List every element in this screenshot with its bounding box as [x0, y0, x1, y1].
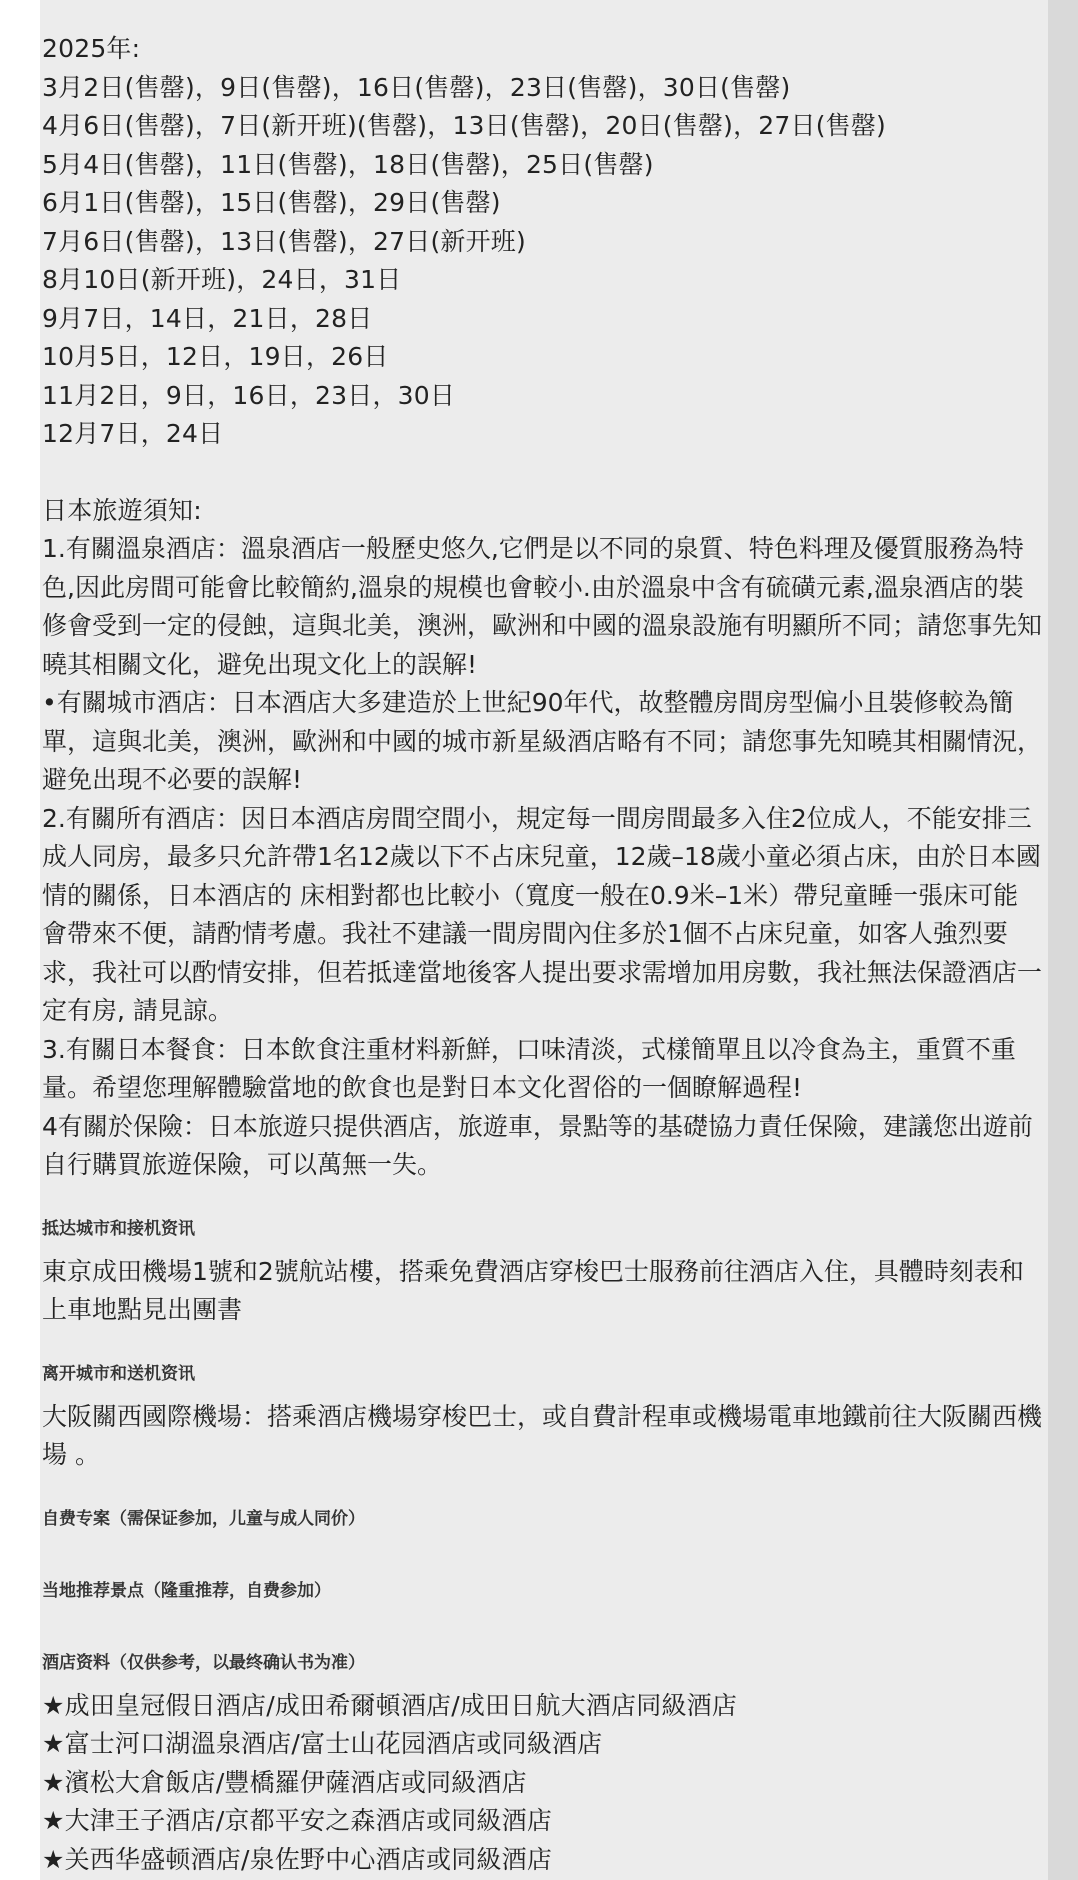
right-margin-strip: [1048, 0, 1078, 1880]
article-content: [42, 30, 1042, 1879]
notice-item: 1.有關溫泉酒店：溫泉酒店一般歷史悠久,它們是以不同的泉質、特色料理及優質服務為特色,因此房間可能會比較簡約,溫泉的規模也會較小.由於溫泉中含有硫磺元素,溫泉酒店的裝修會受到一定的侵蝕，這與北美，澳洲，歐洲和中國的溫泉設施有明顯所不同；請您事先知曉其相關文化，避免出現文化上的誤解!: [42, 534, 1043, 679]
departure-heading: 离开城市和送机资讯: [42, 1363, 195, 1384]
hotels-heading: 酒店资料（仅供参考，以最终确认书为准）: [42, 1652, 365, 1673]
arrival-heading: 抵达城市和接机资讯: [42, 1218, 195, 1239]
notice-item: 2.有關所有酒店：因日本酒店房間空間小，規定每一間房間最多入住2位成人，不能安排三成人同房，最多只允許帶1名12歲以下不占床兒童，12歲–18歲小童必須占床，由於日本國情的關係，日本酒店的 床相對都也比較小（寬度一般在0.9米–1米）帶兒童睡一張床可能會帶來不便，請酌情考慮。我社不建議一間房間內住多於1個不占床兒童，如客人強烈要求，我社可以酌情安排，但若抵達當地後客人提出要求需增加用房數，我社無法保證酒店一定有房, 請見諒。: [42, 803, 1043, 1025]
notice-item: 3.有關日本餐食：日本飲食注重材料新鮮，口味清淡，式樣簡單且以冷食為主，重質不重量。希望您理解體驗當地的飲食也是對日本文化習俗的一個瞭解過程!: [42, 1034, 1016, 1102]
schedule-section: [42, 30, 1042, 454]
spacer: [42, 454, 1042, 492]
travel-notice-section: [42, 492, 1042, 1185]
schedule-month-line: 11月2日，9日，16日，23日，30日: [42, 380, 456, 410]
optional-section: [42, 1507, 1042, 1531]
hotel-item: ★富士河口湖溫泉酒店/富士山花园酒店或同級酒店: [42, 1729, 603, 1758]
spacer: [42, 1603, 1042, 1651]
schedule-month-line: 10月5日，12日，19日，26日: [42, 342, 389, 371]
schedule-month-line: 9月7日，14日，21日，28日: [42, 303, 373, 333]
optional-heading: 自费专案（需保证参加，儿童与成人同价）: [42, 1508, 365, 1529]
schedule-month-line: 12月7日，24日: [42, 419, 224, 448]
schedule-month-line: 4月6日(售罄)，7日(新开班)(售罄)，13日(售罄)，20日(售罄)，27日(售罄): [42, 111, 886, 140]
hotel-item: ★关西华盛顿酒店/泉佐野中心酒店或同級酒店: [42, 1844, 553, 1874]
left-margin-strip: [0, 0, 40, 1880]
notice-item: •有關城市酒店：日本酒店大多建造於上世紀90年代，故整體房間房型偏小且裝修較為簡單，這與北美，澳洲，歐洲和中國的城市新星級酒店略有不同；請您事先知曉其相關情況，避免出現不必要的誤解!: [42, 688, 1043, 794]
schedule-month-line: 5月4日(售罄)，11日(售罄)，18日(售罄)，25日(售罄): [42, 149, 654, 179]
hotel-item: ★大津王子酒店/京都平安之森酒店或同級酒店: [42, 1806, 553, 1835]
hotels-section: [42, 1651, 1042, 1880]
spacer: [42, 1475, 1042, 1507]
hotel-item: ★濱松大倉飯店/豐橋羅伊薩酒店或同級酒店: [42, 1767, 527, 1797]
schedule-month-line: 8月10日(新开班)，24日，31日: [42, 265, 402, 294]
arrival-section: [42, 1217, 1042, 1330]
schedule-month-line: 6月1日(售罄)，15日(售罄)，29日(售罄): [42, 188, 501, 217]
spacer: [42, 1185, 1042, 1217]
recommended-section: [42, 1579, 1042, 1603]
spacer: [42, 1531, 1042, 1579]
departure-section: [42, 1362, 1042, 1475]
schedule-month-line: 3月2日(售罄)，9日(售罄)，16日(售罄)，23日(售罄)，30日(售罄): [42, 72, 791, 102]
arrival-text: 東京成田機場1號和2號航站樓，搭乘免費酒店穿梭巴士服務前往酒店入住，具體時刻表和上車地點見出團書: [42, 1256, 1024, 1324]
schedule-month-line: 7月6日(售罄)，13日(售罄)，27日(新开班): [42, 226, 526, 256]
notice-title: 日本旅遊須知:: [42, 495, 202, 525]
recommended-heading: 当地推荐景点（隆重推荐，自费参加）: [42, 1580, 331, 1601]
spacer: [42, 1330, 1042, 1362]
departure-text: 大阪關西國際機場：搭乘酒店機場穿梭巴士，或自費計程車或機場電車地鐵前往大阪關西機場 。: [42, 1401, 1043, 1469]
hotel-item: ★成田皇冠假日酒店/成田希爾頓酒店/成田日航大酒店同級酒店: [42, 1690, 738, 1720]
schedule-year: 2025年:: [42, 34, 141, 63]
notice-item: 4有關於保險：日本旅遊只提供酒店，旅遊車，景點等的基礎協力責任保險，建議您出遊前自行購買旅遊保險，可以萬無一失。: [42, 1111, 1033, 1179]
